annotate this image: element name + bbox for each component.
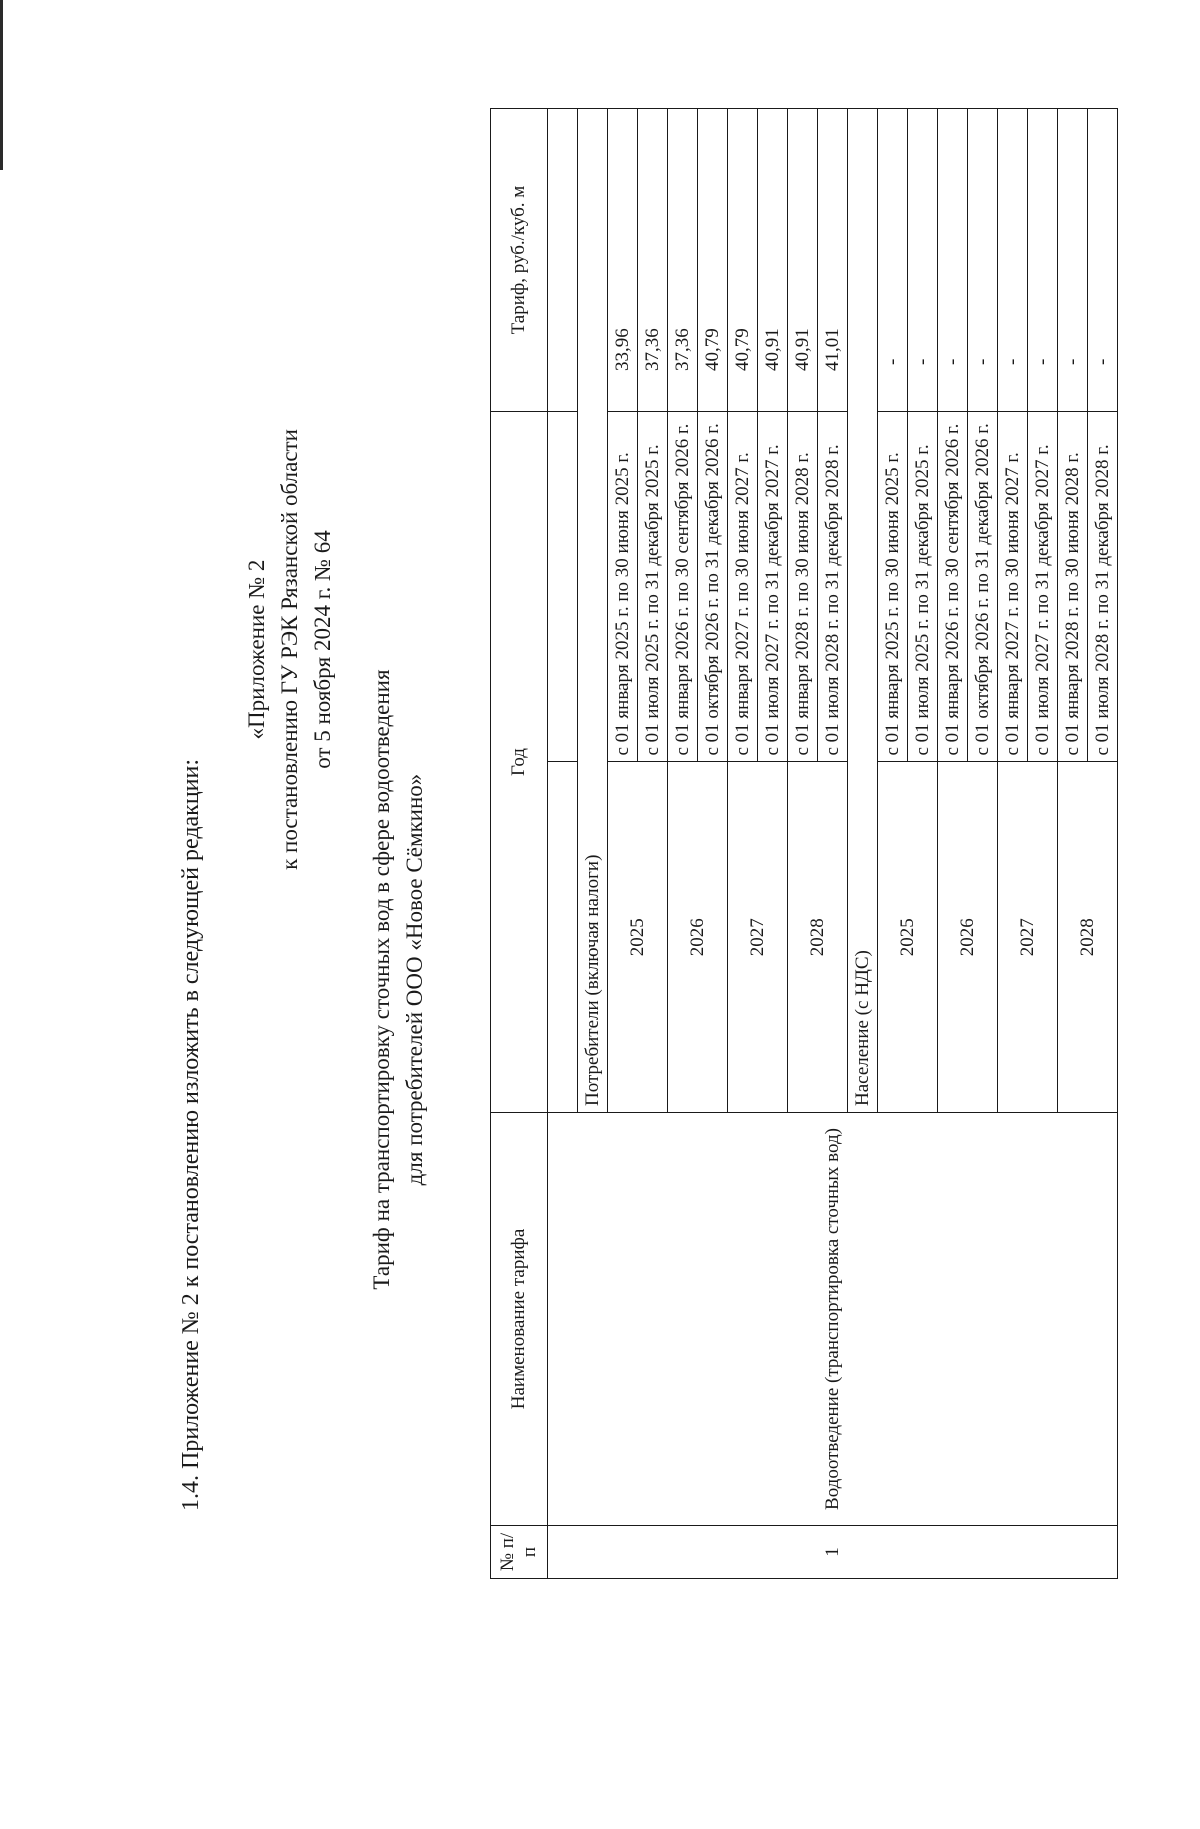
year-cell: 2026 (938, 762, 998, 1113)
year-cell: 2025 (608, 762, 668, 1113)
period-cell: с 01 января 2027 г. по 30 июня 2027 г. (998, 412, 1028, 763)
tariff-value-cell: - (998, 109, 1028, 412)
tariff-value-cell: - (1088, 109, 1118, 412)
group-label: Население (с НДС) (848, 109, 878, 1113)
tariff-value-cell: - (1058, 109, 1088, 412)
year-cell: 2025 (878, 762, 938, 1113)
period-cell: с 01 января 2028 г. по 30 июня 2028 г. (788, 412, 818, 763)
row-number-cell (548, 1526, 1118, 1579)
period-cell: с 01 января 2028 г. по 30 июня 2028 г. (1058, 412, 1088, 763)
title-line-1: Тариф на транспортировку сточных вод в сфере водоотведения (369, 669, 394, 1290)
tariff-value-cell: 37,36 (668, 109, 698, 412)
tariff-value-cell: - (938, 109, 968, 412)
period-cell: с 01 июля 2027 г. по 31 декабря 2027 г. (1028, 412, 1058, 763)
appendix-header (240, 0, 339, 1699)
tariff-value-cell: 37,36 (638, 109, 668, 412)
table-header-row (491, 109, 548, 1579)
tariff-value-cell: 40,79 (698, 109, 728, 412)
document-title (365, 0, 431, 1699)
tariff-table (490, 108, 1118, 1579)
period-cell: с 01 января 2025 г. по 30 июня 2025 г. (878, 412, 908, 763)
year-cell: 2027 (728, 762, 788, 1113)
intro-text: 1.4. Приложение № 2 к постановлению изложить в следующей редакции: (178, 758, 204, 1511)
tariff-name: Водоотведение (транспортировка сточных вод) (821, 1128, 843, 1510)
year-cell: 2026 (668, 762, 728, 1113)
period-cell: с 01 января 2026 г. по 30 сентября 2026 г. (668, 412, 698, 763)
period-cell: с 01 июля 2028 г. по 31 декабря 2028 г. (818, 412, 848, 763)
title-line-2: для потребителей ООО «Новое Сёмкино» (402, 773, 427, 1186)
header-num: № п/п (491, 1526, 548, 1579)
period-cell: с 01 октября 2026 г. по 31 декабря 2026 г. (968, 412, 998, 763)
appendix-line-2: к постановлению ГУ РЭК Рязанской области (277, 429, 302, 870)
year-cell: 2028 (1058, 762, 1118, 1113)
tariff-value-cell: - (1028, 109, 1058, 412)
period-cell: с 01 июля 2025 г. по 31 декабря 2025 г. (638, 412, 668, 763)
period-cell: с 01 января 2027 г. по 30 июня 2027 г. (728, 412, 758, 763)
header-name: Наименование тарифа (491, 1113, 548, 1526)
appendix-line-3: от 5 ноября 2024 г. № 64 (310, 530, 335, 769)
tariff-value-cell: - (908, 109, 938, 412)
row-number: 1 (821, 1547, 843, 1557)
year-cell: 2028 (788, 762, 848, 1113)
spacer-value (548, 109, 578, 412)
year-cell: 2027 (998, 762, 1058, 1113)
period-cell: с 01 июля 2028 г. по 31 декабря 2028 г. (1088, 412, 1118, 763)
tariff-value-cell: 40,79 (728, 109, 758, 412)
period-cell: с 01 января 2026 г. по 30 сентября 2026 г. (938, 412, 968, 763)
table-body (548, 109, 1118, 1579)
tariff-value-cell: 41,01 (818, 109, 848, 412)
period-cell: с 01 июля 2027 г. по 31 декабря 2027 г. (758, 412, 788, 763)
spacer-year (548, 762, 578, 1113)
tariff-name-cell (548, 1113, 1118, 1526)
spacer-period (548, 412, 578, 763)
tariff-value-cell: 40,91 (788, 109, 818, 412)
header-value: Тариф, руб./куб. м (491, 109, 548, 412)
period-cell: с 01 июля 2025 г. по 31 декабря 2025 г. (908, 412, 938, 763)
table-spacer-row (548, 109, 578, 1579)
tariff-value-cell: 33,96 (608, 109, 638, 412)
tariff-value-cell: - (878, 109, 908, 412)
appendix-line-1: «Приложение № 2 (244, 559, 269, 740)
group-label: Потребители (включая налоги) (578, 109, 608, 1113)
tariff-value-cell: - (968, 109, 998, 412)
period-cell: с 01 января 2025 г. по 30 июня 2025 г. (608, 412, 638, 763)
tariff-value-cell: 40,91 (758, 109, 788, 412)
period-cell: с 01 октября 2026 г. по 31 декабря 2026 г. (698, 412, 728, 763)
header-year: Год (491, 412, 548, 1113)
